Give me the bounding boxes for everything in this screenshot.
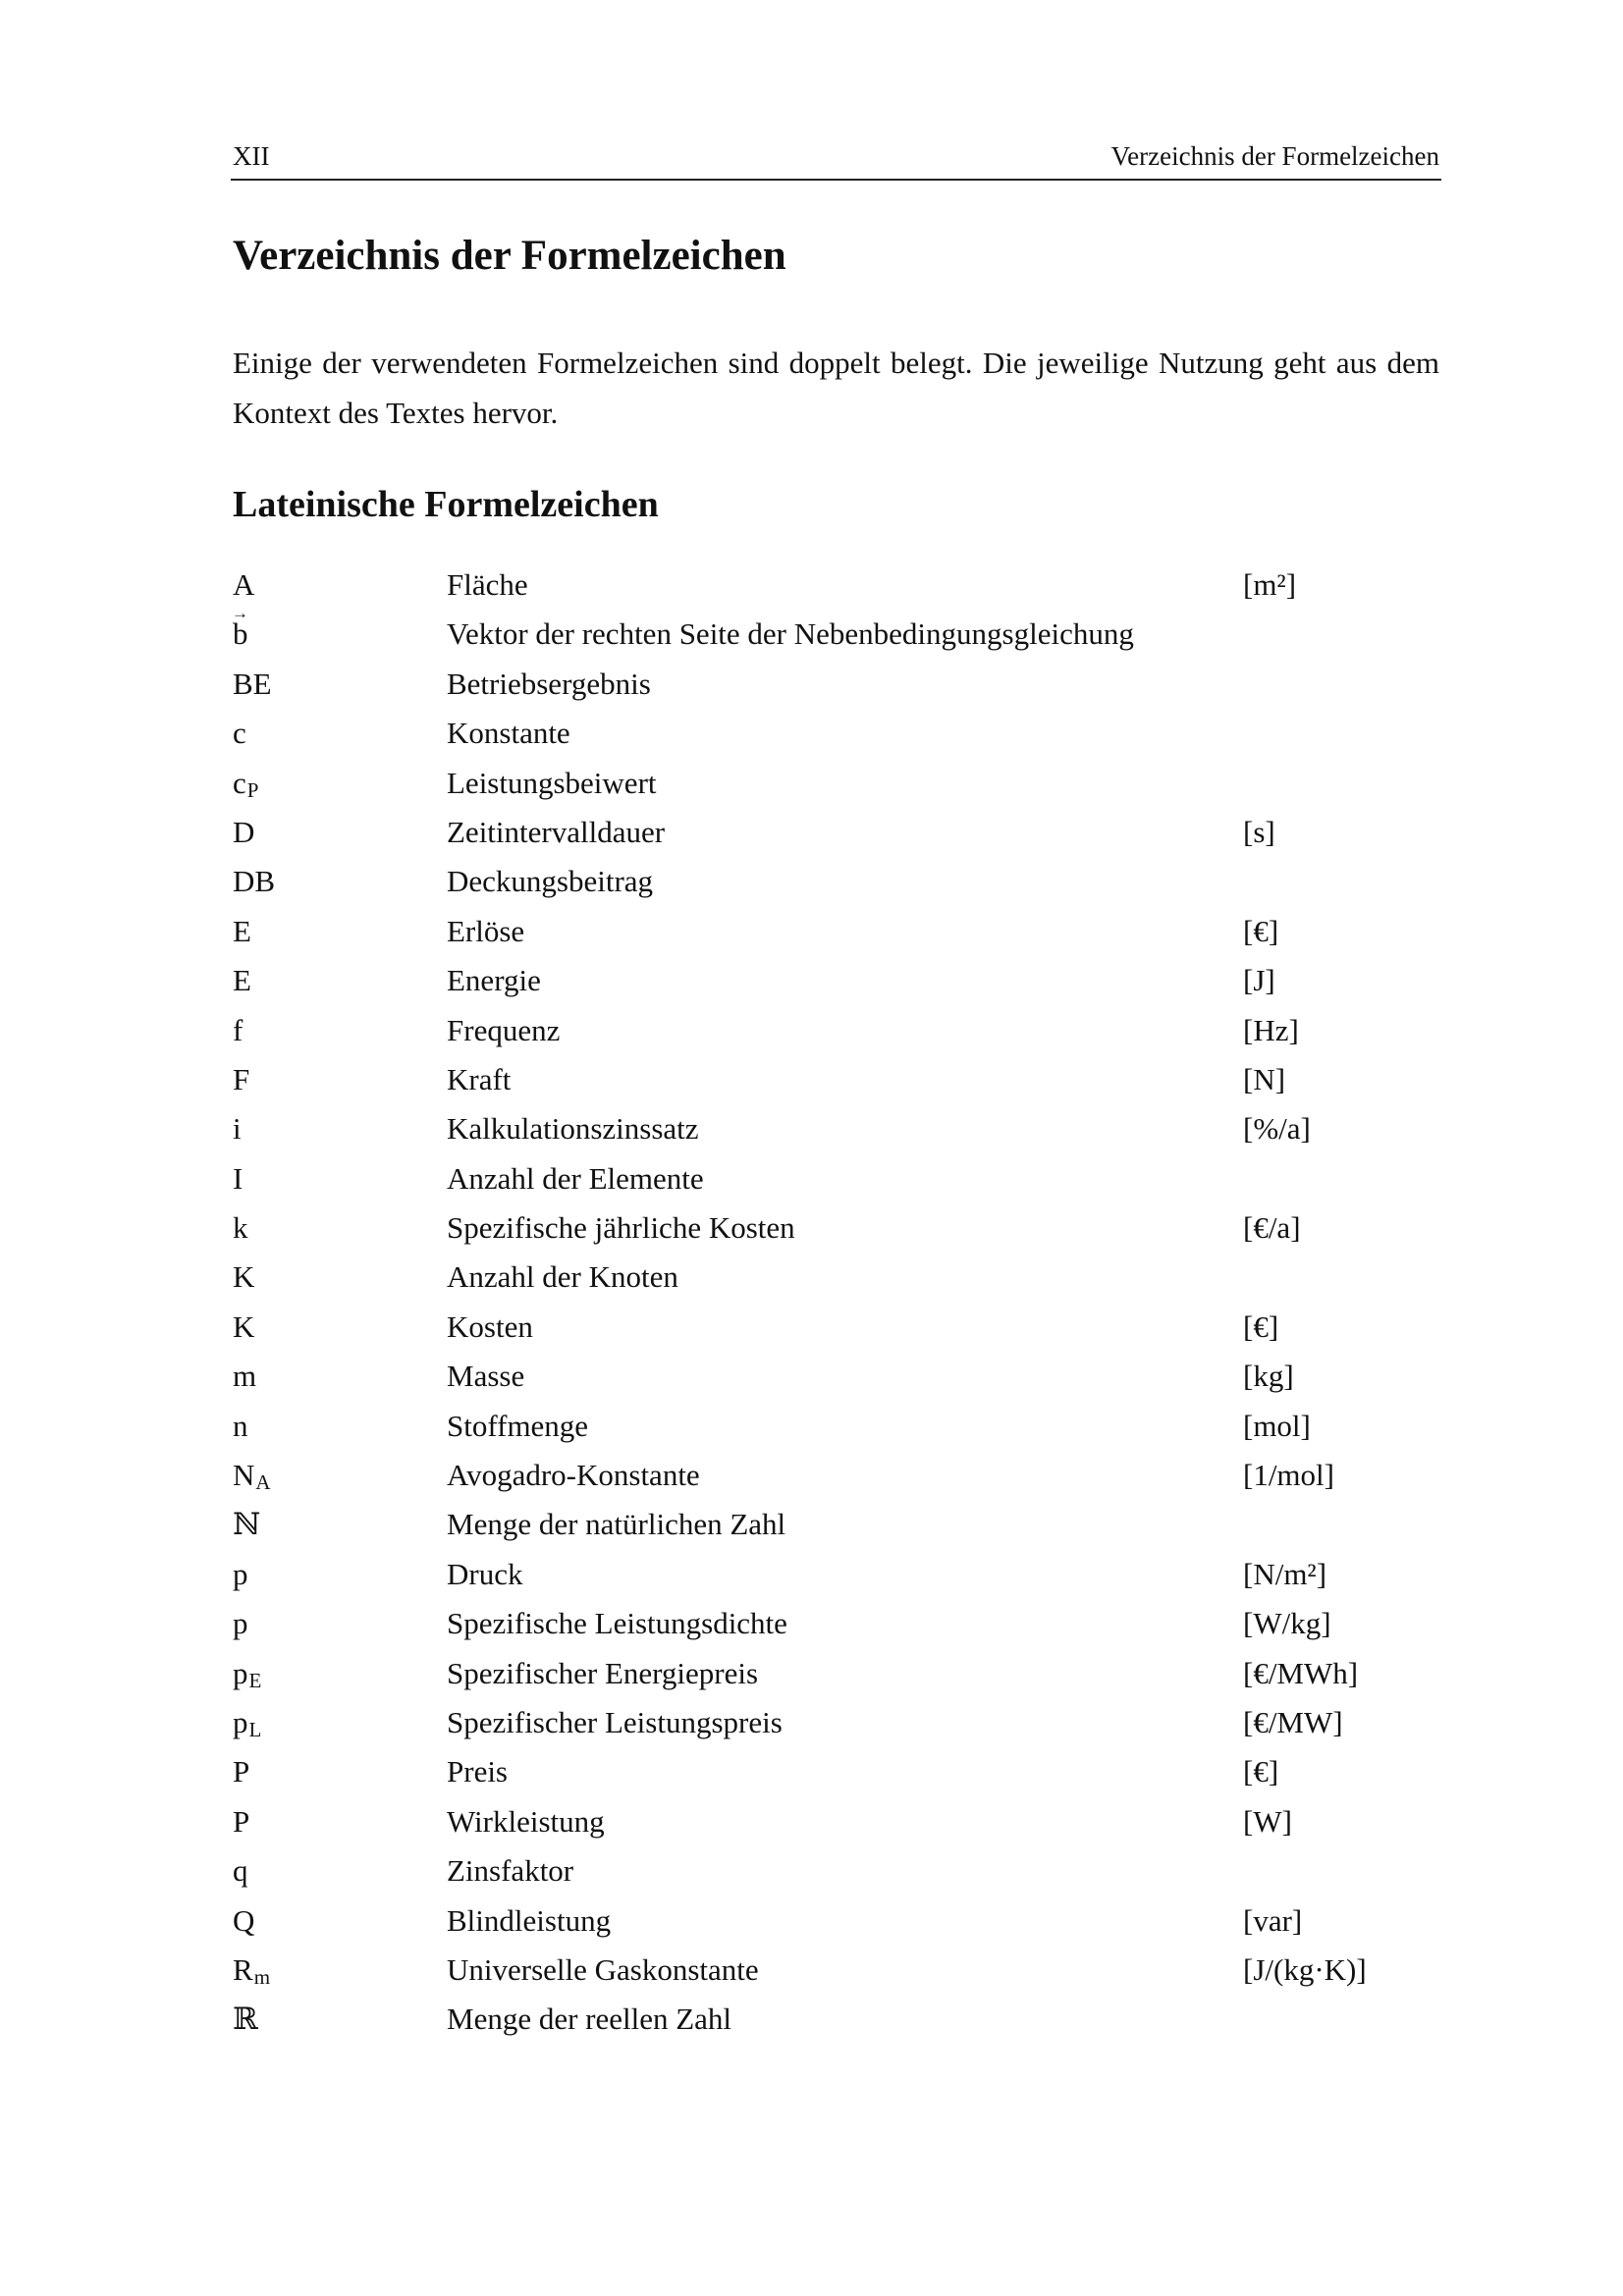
symbol-row bbox=[233, 963, 1441, 1012]
symbol-base: I bbox=[233, 1160, 243, 1196]
symbol-description: Fläche bbox=[447, 567, 528, 602]
symbol bbox=[233, 1259, 254, 1295]
symbol bbox=[233, 1309, 254, 1345]
symbol-unit: [s] bbox=[1243, 814, 1275, 849]
symbol-description: Stoffmenge bbox=[447, 1408, 589, 1443]
symbol-base: F bbox=[233, 1061, 250, 1096]
symbol bbox=[233, 1804, 249, 1840]
symbol-row bbox=[233, 1705, 1441, 1754]
symbol-base: q bbox=[233, 1853, 248, 1889]
symbol-row bbox=[233, 1903, 1441, 1952]
symbol-description: Betriebsergebnis bbox=[447, 666, 651, 701]
symbol-unit: [var] bbox=[1243, 1902, 1303, 1938]
symbol bbox=[233, 1013, 243, 1048]
symbol-base: p bbox=[233, 1655, 248, 1690]
symbol-unit: [€] bbox=[1243, 1754, 1279, 1789]
symbol-row bbox=[233, 1458, 1441, 1507]
symbol-subscript: A bbox=[255, 1470, 271, 1495]
symbol-unit: [kg] bbox=[1243, 1359, 1294, 1394]
symbol-base: E bbox=[233, 963, 251, 998]
symbol-unit: [%/a] bbox=[1243, 1111, 1311, 1147]
symbol-row bbox=[233, 1409, 1441, 1458]
symbol-unit: [€/MWh] bbox=[1243, 1655, 1359, 1690]
symbol-unit: [1/mol] bbox=[1243, 1458, 1334, 1493]
symbol-description: Universelle Gaskonstante bbox=[447, 1951, 759, 1987]
symbol-row bbox=[233, 1507, 1441, 1556]
symbol-description: Druck bbox=[447, 1556, 523, 1591]
symbol-base: → b bbox=[233, 616, 248, 652]
symbol-base: K bbox=[233, 1259, 255, 1295]
symbol-row bbox=[233, 864, 1441, 913]
symbol-row bbox=[233, 1259, 1441, 1308]
symbol-row bbox=[233, 815, 1441, 864]
symbol-description: Energie bbox=[447, 963, 541, 998]
page-title: Verzeichnis der Formelzeichen bbox=[233, 233, 786, 279]
symbol-base: p bbox=[233, 1556, 248, 1591]
page-number: XII bbox=[233, 141, 270, 171]
symbol-description: Blindleistung bbox=[447, 1902, 612, 1938]
symbol-description: Deckungsbeitrag bbox=[447, 864, 654, 899]
symbol bbox=[233, 1161, 243, 1197]
symbol-row bbox=[233, 1062, 1441, 1111]
symbol-subscript: P bbox=[246, 777, 259, 802]
symbol-row bbox=[233, 1111, 1441, 1160]
symbol-unit: [€/MW] bbox=[1243, 1704, 1343, 1739]
symbol-subscript: L bbox=[248, 1717, 262, 1741]
symbol-base: f bbox=[233, 1012, 243, 1047]
symbol-row bbox=[233, 616, 1441, 666]
symbol-base: i bbox=[233, 1111, 242, 1147]
symbol-base: p bbox=[233, 1704, 248, 1739]
symbol bbox=[233, 1754, 249, 1789]
symbol-row bbox=[233, 1210, 1441, 1259]
symbol-subscript: m bbox=[253, 1964, 271, 1989]
symbol-base: ℕ bbox=[233, 1507, 261, 1542]
symbol bbox=[233, 1952, 270, 1990]
symbol bbox=[233, 1853, 248, 1889]
symbol bbox=[233, 2002, 258, 2037]
symbol-base: N bbox=[233, 1458, 255, 1493]
symbol bbox=[233, 616, 248, 652]
symbol-base: Q bbox=[233, 1902, 255, 1938]
symbol-base: m bbox=[233, 1359, 257, 1394]
symbol-list bbox=[233, 567, 1441, 2052]
symbol-base: D bbox=[233, 814, 255, 849]
symbol-row bbox=[233, 1557, 1441, 1606]
symbol-description: Avogadro-Konstante bbox=[447, 1458, 700, 1493]
symbol bbox=[233, 766, 258, 803]
symbol bbox=[233, 1903, 254, 1939]
symbol-unit: [€/a] bbox=[1243, 1210, 1301, 1246]
symbol-description: Anzahl der Elemente bbox=[447, 1160, 704, 1196]
symbol-base: p bbox=[233, 1606, 248, 1641]
symbol-base: A bbox=[233, 567, 255, 602]
symbol-description: Kosten bbox=[447, 1308, 533, 1344]
symbol-row bbox=[233, 1656, 1441, 1705]
symbol-description: Zinsfaktor bbox=[447, 1853, 574, 1889]
symbol bbox=[233, 1458, 271, 1495]
symbol bbox=[233, 1409, 248, 1444]
symbol bbox=[233, 1705, 261, 1742]
symbol-base: P bbox=[233, 1754, 250, 1789]
symbol-description: Kalkulationszinssatz bbox=[447, 1111, 699, 1147]
symbol bbox=[233, 864, 275, 899]
symbol-description: Preis bbox=[447, 1754, 508, 1789]
symbol-base: K bbox=[233, 1308, 255, 1344]
symbol-description: Konstante bbox=[447, 716, 570, 751]
symbol-description: Kraft bbox=[447, 1061, 512, 1096]
symbol-unit: [N/m²] bbox=[1243, 1556, 1327, 1591]
symbol bbox=[233, 567, 254, 603]
symbol-description: Spezifischer Energiepreis bbox=[447, 1655, 759, 1690]
symbol bbox=[233, 1606, 248, 1641]
symbol-base: n bbox=[233, 1408, 248, 1443]
symbol-row bbox=[233, 1309, 1441, 1359]
symbol bbox=[233, 914, 251, 949]
symbol-unit: [m²] bbox=[1243, 567, 1297, 602]
symbol-description: Spezifische Leistungsdichte bbox=[447, 1606, 787, 1641]
symbol-base: c bbox=[233, 765, 246, 800]
symbol-row bbox=[233, 1754, 1441, 1803]
symbol bbox=[233, 963, 251, 998]
symbol-unit: [J] bbox=[1243, 963, 1275, 998]
symbol-base: c bbox=[233, 716, 246, 751]
symbol-row bbox=[233, 1161, 1441, 1210]
symbol-base: ℝ bbox=[233, 2002, 258, 2037]
symbol-unit: [Hz] bbox=[1243, 1012, 1299, 1047]
symbol-description: Frequenz bbox=[447, 1012, 561, 1047]
symbol-base: k bbox=[233, 1210, 248, 1246]
symbol-description: Spezifischer Leistungspreis bbox=[447, 1704, 783, 1739]
symbol-row bbox=[233, 667, 1441, 716]
symbol-unit: [€] bbox=[1243, 1308, 1279, 1344]
symbol-row bbox=[233, 2002, 1441, 2051]
symbol bbox=[233, 716, 246, 751]
section-title: Lateinische Formelzeichen bbox=[233, 484, 659, 525]
symbol-base: BE bbox=[233, 666, 272, 701]
intro-paragraph: Einige der verwendeten Formelzeichen sind doppelt belegt. Die jeweilige Nutzung geht aus dem Kontext des Textes hervor. bbox=[233, 346, 1439, 430]
symbol-description: Leistungsbeiwert bbox=[447, 765, 657, 800]
symbol-unit: [mol] bbox=[1243, 1408, 1311, 1443]
symbol-description: Menge der reellen Zahl bbox=[447, 2002, 732, 2037]
symbol-row bbox=[233, 1853, 1441, 1902]
symbol-base: R bbox=[233, 1951, 253, 1987]
symbol bbox=[233, 1111, 242, 1147]
symbol-unit: [N] bbox=[1243, 1061, 1286, 1096]
symbol bbox=[233, 1210, 248, 1246]
symbol-description: Zeitintervalldauer bbox=[447, 814, 666, 849]
symbol bbox=[233, 667, 272, 702]
symbol-row bbox=[233, 567, 1441, 616]
symbol-row bbox=[233, 716, 1441, 765]
symbol bbox=[233, 1359, 256, 1394]
symbol bbox=[233, 815, 254, 850]
symbol-description: Masse bbox=[447, 1359, 525, 1394]
symbol-row bbox=[233, 1804, 1441, 1853]
symbol-row bbox=[233, 766, 1441, 815]
symbol-unit: [€] bbox=[1243, 913, 1279, 948]
symbol bbox=[233, 1656, 261, 1693]
symbol-row bbox=[233, 1952, 1441, 2002]
symbol-unit: [J/(kg·K)] bbox=[1243, 1951, 1367, 1987]
running-header bbox=[231, 137, 1441, 181]
symbol-description: Vektor der rechten Seite der Nebenbedingungsgleichung bbox=[447, 616, 1134, 652]
symbol-unit: [W] bbox=[1243, 1803, 1292, 1839]
symbol-base: P bbox=[233, 1803, 250, 1839]
symbol bbox=[233, 1557, 248, 1592]
symbol-row bbox=[233, 914, 1441, 963]
symbol bbox=[233, 1507, 260, 1542]
symbol-subscript: E bbox=[248, 1668, 262, 1692]
symbol-base: E bbox=[233, 913, 251, 948]
symbol-base: DB bbox=[233, 864, 276, 899]
symbol-description: Spezifische jährliche Kosten bbox=[447, 1210, 795, 1246]
symbol-row bbox=[233, 1606, 1441, 1655]
symbol-row bbox=[233, 1359, 1441, 1408]
running-header-title: Verzeichnis der Formelzeichen bbox=[1110, 141, 1439, 171]
symbol-row bbox=[233, 1013, 1441, 1062]
symbol-description: Erlöse bbox=[447, 913, 525, 948]
symbol-description: Menge der natürlichen Zahl bbox=[447, 1507, 786, 1542]
symbol bbox=[233, 1062, 249, 1097]
symbol-description: Anzahl der Knoten bbox=[447, 1259, 678, 1295]
symbol-description: Wirkleistung bbox=[447, 1803, 605, 1839]
symbol-unit: [W/kg] bbox=[1243, 1606, 1331, 1641]
